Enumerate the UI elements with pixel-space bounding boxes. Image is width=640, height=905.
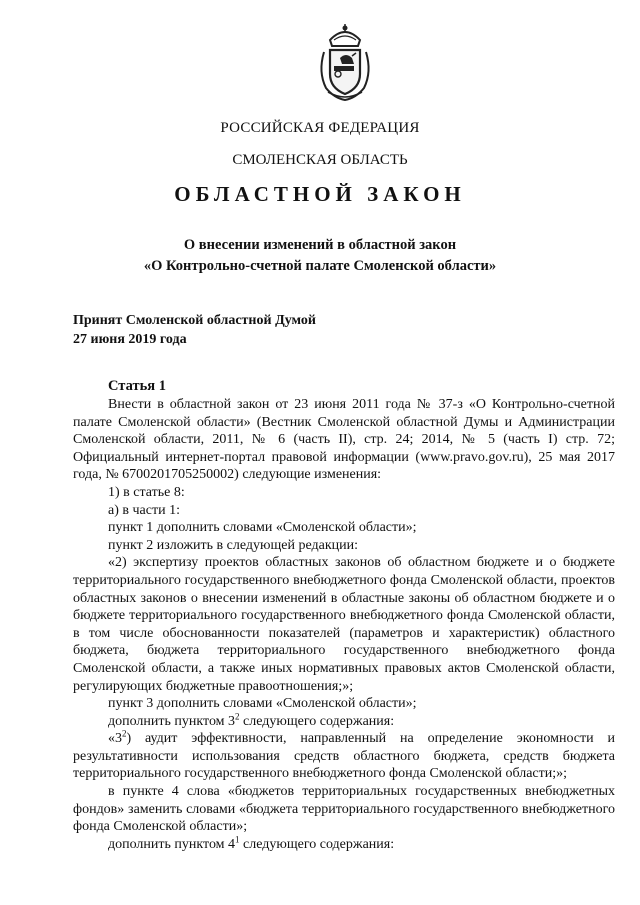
- item-1a: а) в части 1:: [108, 502, 180, 518]
- point-3-2-text-post: ) аудит эффективности, направленный на определение экономности и результативности использования средств областного бюджета, средств бюджета территориального государственного внебюджетного фонда Смоленской области;»;: [73, 731, 615, 782]
- region-name: СМОЛЕНСКАЯ ОБЛАСТЬ: [232, 152, 408, 168]
- document-type: ОБЛАСТНОЙ ЗАКОН: [174, 182, 466, 206]
- point-3-2-pre: дополнить пунктом 3: [108, 713, 236, 729]
- article-body: [73, 396, 615, 853]
- point-4-1-pre: дополнить пунктом 4: [108, 836, 236, 852]
- item-1: 1) в статье 8:: [108, 484, 185, 500]
- country-name: РОССИЙСКАЯ ФЕДЕРАЦИЯ: [220, 120, 420, 136]
- point-4-1: [73, 836, 615, 854]
- adoption-info: [73, 311, 316, 349]
- point-3-2-text-pre: «3: [108, 731, 122, 747]
- point-4: в пункте 4 слова «бюджетов территориальных государственных внебюджетных фондов» заменить словами «бюджета территориального государственного внебюджетного фонда Смоленской области»;: [73, 784, 615, 835]
- point-3-2-post: следующего содержания:: [239, 713, 395, 729]
- point-4-1-sup: 1: [235, 834, 240, 845]
- point-2-text: «2) экспертизу проектов областных законов об областном бюджете и о бюджете территориального государственного внебюджетного фонда Смоленской области, проектов областных законов о внесении изменений в областные законы об областном бюджете и о бюджете территориального государственного внебюджетного фонда Смоленской области, в том числе обоснованности показателей (параметров и характеристик) областного бюджета, бюджета территориального государственного внебюджетного фонда Смоленской области, а также иных нормативных правовых актов Смоленской области, регулирующих бюджетные правоотношения;»;: [73, 555, 615, 694]
- article-heading: Статья 1: [108, 378, 166, 394]
- point-1: пункт 1 дополнить словами «Смоленской области»;: [108, 520, 417, 536]
- point-3-2-text: [73, 730, 615, 783]
- coat-of-arms-icon: [316, 22, 374, 102]
- law-title-line1: О внесении изменений в областной закон: [183, 237, 457, 253]
- point-3: пункт 3 дополнить словами «Смоленской области»;: [108, 696, 417, 712]
- point-3-2: [73, 713, 615, 731]
- article-intro: Внести в областной закон от 23 июня 2011 года № 37-з «О Контрольно-счетной палате Смоленской области» (Вестник Смоленской областной Думы и Администрации Смоленской области, 2011, № 6 (часть II), стр. 24; 2014, № 5 (часть I) стр. 72; Официальный интернет-портал правовой информации (www.pravo.gov.ru), 25 мая 2017 года, № 6700201705250002) следующие изменения:: [73, 397, 615, 483]
- point-3-2-text-sup: 2: [122, 728, 127, 739]
- adoption-date: 27 июня 2019 года: [73, 332, 187, 347]
- point-4-1-post: следующего содержания:: [239, 836, 395, 852]
- point-3-2-sup: 2: [235, 711, 240, 722]
- point-2: пункт 2 изложить в следующей редакции:: [108, 537, 358, 553]
- law-title-line2: «О Контрольно-счетной палате Смоленской области»: [143, 258, 497, 274]
- adoption-body: Принят Смоленской областной Думой: [73, 313, 316, 328]
